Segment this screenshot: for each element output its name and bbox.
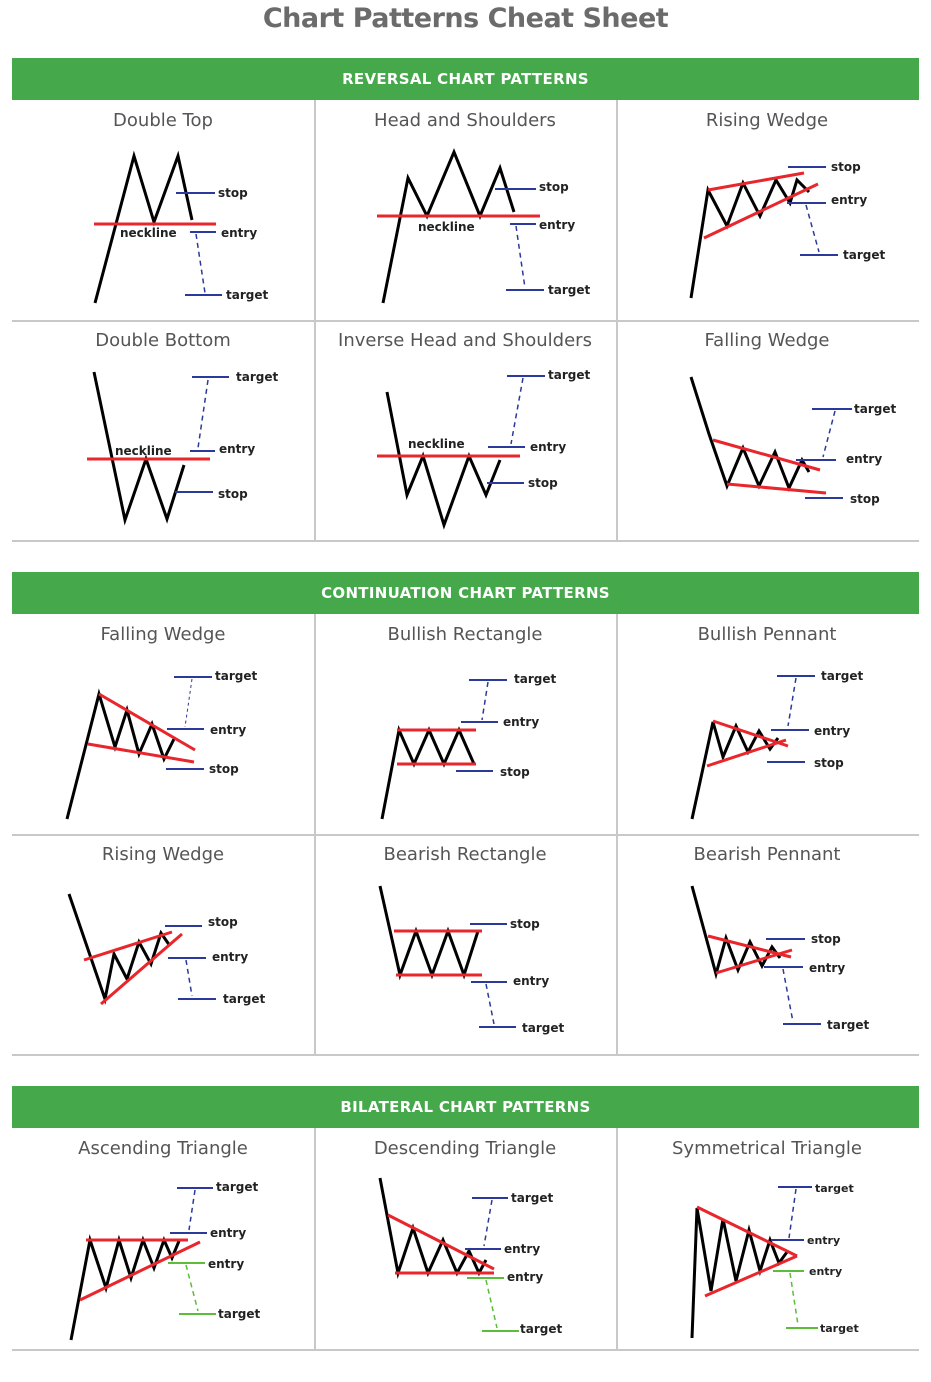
double-bottom-diagram xyxy=(12,320,314,540)
pattern-head-and-shoulders xyxy=(314,100,616,320)
target-label: target xyxy=(522,1021,565,1035)
pattern-symmetrical-triangle xyxy=(616,1128,918,1348)
head-and-shoulders-diagram xyxy=(314,100,616,320)
target-down-label: target xyxy=(820,1322,859,1335)
neckline-label: neckline xyxy=(120,226,177,240)
section-header-bilateral: BILATERAL CHART PATTERNS xyxy=(12,1086,919,1128)
bearish-rectangle-diagram xyxy=(314,834,616,1054)
stop-label: stop xyxy=(850,492,880,506)
target-label: target xyxy=(827,1018,870,1032)
lower-trendline xyxy=(716,950,792,973)
stop-label: stop xyxy=(811,932,841,946)
pattern-bullish-pennant xyxy=(616,614,918,834)
pattern-title: Bearish Rectangle xyxy=(383,844,547,865)
target-up-label: target xyxy=(511,1191,554,1205)
target-projection xyxy=(806,205,819,252)
target-projection xyxy=(198,380,208,448)
target-projection xyxy=(196,234,205,293)
target-up-label: target xyxy=(815,1182,854,1195)
ascending-triangle-diagram xyxy=(12,1128,314,1348)
pattern-inverse-head-and-shoulders xyxy=(314,320,616,540)
neckline-label: neckline xyxy=(418,220,475,234)
target-down-projection xyxy=(186,1265,198,1311)
entry-label: entry xyxy=(846,452,883,466)
pattern-falling-wedge xyxy=(616,320,918,540)
pattern-title: Ascending Triangle xyxy=(78,1138,248,1159)
bullish-rectangle-diagram xyxy=(314,614,616,834)
pattern-title: Descending Triangle xyxy=(373,1138,557,1159)
stop-label: stop xyxy=(218,186,248,200)
pattern-title: Bearish Pennant xyxy=(693,844,841,865)
target-projection xyxy=(186,960,192,996)
inverse-head-and-shoulders-diagram xyxy=(314,320,616,540)
pattern-title: Bullish Pennant xyxy=(697,624,837,645)
target-label: target xyxy=(843,248,886,262)
stop-label: stop xyxy=(528,476,558,490)
pattern-rising-wedge-continuation xyxy=(12,834,314,1054)
entry-down-label: entry xyxy=(809,1265,843,1278)
entry-label: entry xyxy=(219,442,256,456)
stop-label: stop xyxy=(814,756,844,770)
rising-wedge-diagram xyxy=(616,100,918,320)
entry-label: entry xyxy=(539,218,576,232)
pattern-title: Head and Shoulders xyxy=(374,110,556,131)
price-line xyxy=(69,894,170,999)
lower-trendline xyxy=(705,1256,797,1296)
target-projection xyxy=(783,969,793,1022)
stop-label: stop xyxy=(500,765,530,779)
upper-trendline xyxy=(708,173,804,190)
section-header-continuation: CONTINUATION CHART PATTERNS xyxy=(12,572,919,614)
entry-label: entry xyxy=(221,226,258,240)
target-projection xyxy=(516,226,525,288)
pattern-title: Symmetrical Triangle xyxy=(671,1138,863,1159)
price-line xyxy=(71,1240,179,1340)
stop-label: stop xyxy=(831,160,861,174)
target-down-projection xyxy=(790,1273,798,1325)
entry-label: entry xyxy=(831,193,868,207)
target-label: target xyxy=(236,370,279,384)
bearish-pennant-diagram xyxy=(616,834,918,1054)
lower-trendline xyxy=(704,184,818,238)
target-label: target xyxy=(514,672,557,686)
entry-label: entry xyxy=(530,440,567,454)
stop-label: stop xyxy=(539,180,569,194)
pattern-title: Double Top xyxy=(113,110,213,131)
stop-label: stop xyxy=(209,762,239,776)
target-projection xyxy=(788,678,796,726)
entry-label: entry xyxy=(503,715,540,729)
pattern-title: Inverse Head and Shoulders xyxy=(338,330,592,351)
entry-up-label: entry xyxy=(807,1234,841,1247)
entry-up-label: entry xyxy=(210,1226,247,1240)
target-label: target xyxy=(821,669,864,683)
target-up-projection xyxy=(189,1190,195,1230)
target-down-projection xyxy=(486,1280,497,1328)
target-label: target xyxy=(548,283,591,297)
neckline-label: neckline xyxy=(408,437,465,451)
price-line xyxy=(380,1178,486,1273)
pattern-title: Rising Wedge xyxy=(101,844,225,865)
rising-wedge-continuation-diagram xyxy=(12,834,314,1054)
pattern-rising-wedge xyxy=(616,100,918,320)
pattern-bearish-pennant xyxy=(616,834,918,1054)
pattern-double-top xyxy=(12,100,314,320)
divider xyxy=(12,1349,919,1351)
entry-label: entry xyxy=(513,974,550,988)
price-line xyxy=(382,730,474,819)
entry-down-label: entry xyxy=(208,1257,245,1271)
target-projection xyxy=(823,411,835,457)
stop-label: stop xyxy=(510,917,540,931)
double-top-diagram xyxy=(12,100,314,320)
pattern-ascending-triangle xyxy=(12,1128,314,1348)
price-line xyxy=(692,722,778,819)
target-up-projection xyxy=(789,1189,796,1238)
divider xyxy=(12,1054,919,1056)
target-label: target xyxy=(854,402,897,416)
target-down-label: target xyxy=(218,1307,261,1321)
pattern-title: Falling Wedge xyxy=(704,330,830,351)
target-label: target xyxy=(548,368,591,382)
target-projection xyxy=(185,679,192,727)
pattern-title: Rising Wedge xyxy=(705,110,829,131)
section-header-reversal: REVERSAL CHART PATTERNS xyxy=(12,58,919,100)
price-line xyxy=(691,377,809,488)
entry-label: entry xyxy=(212,950,249,964)
target-projection xyxy=(486,984,494,1024)
entry-label: entry xyxy=(814,724,851,738)
pattern-falling-wedge-continuation xyxy=(12,614,314,834)
pattern-title: Double Bottom xyxy=(95,330,231,351)
pattern-bearish-rectangle xyxy=(314,834,616,1054)
symmetrical-triangle-diagram xyxy=(616,1128,918,1348)
pattern-bullish-rectangle xyxy=(314,614,616,834)
pattern-descending-triangle xyxy=(314,1128,616,1348)
target-up-label: target xyxy=(216,1180,259,1194)
falling-wedge-continuation-diagram xyxy=(12,614,314,834)
descending-triangle-diagram xyxy=(314,1128,616,1348)
upper-trendline xyxy=(713,440,820,470)
entry-down-label: entry xyxy=(507,1270,544,1284)
target-label: target xyxy=(215,669,258,683)
target-label: target xyxy=(223,992,266,1006)
entry-label: entry xyxy=(210,723,247,737)
pattern-double-bottom xyxy=(12,320,314,540)
price-line xyxy=(387,392,500,525)
target-down-label: target xyxy=(520,1322,563,1336)
falling-wedge-diagram xyxy=(616,320,918,540)
pattern-title: Falling Wedge xyxy=(100,624,226,645)
pattern-title: Bullish Rectangle xyxy=(387,624,543,645)
lower-trendline xyxy=(727,484,826,493)
divider xyxy=(12,540,919,542)
price-line xyxy=(692,886,780,974)
page-title: Chart Patterns Cheat Sheet xyxy=(262,3,669,34)
target-label: target xyxy=(226,288,269,302)
falling-resistance-line xyxy=(388,1215,494,1269)
target-projection xyxy=(511,378,523,444)
target-up-projection xyxy=(484,1200,492,1246)
stop-label: stop xyxy=(218,487,248,501)
stop-label: stop xyxy=(208,915,238,929)
neckline-label: neckline xyxy=(115,444,172,458)
upper-trendline xyxy=(697,1207,797,1256)
entry-up-label: entry xyxy=(504,1242,541,1256)
entry-label: entry xyxy=(809,961,846,975)
bullish-pennant-diagram xyxy=(616,614,918,834)
target-projection xyxy=(482,682,488,720)
